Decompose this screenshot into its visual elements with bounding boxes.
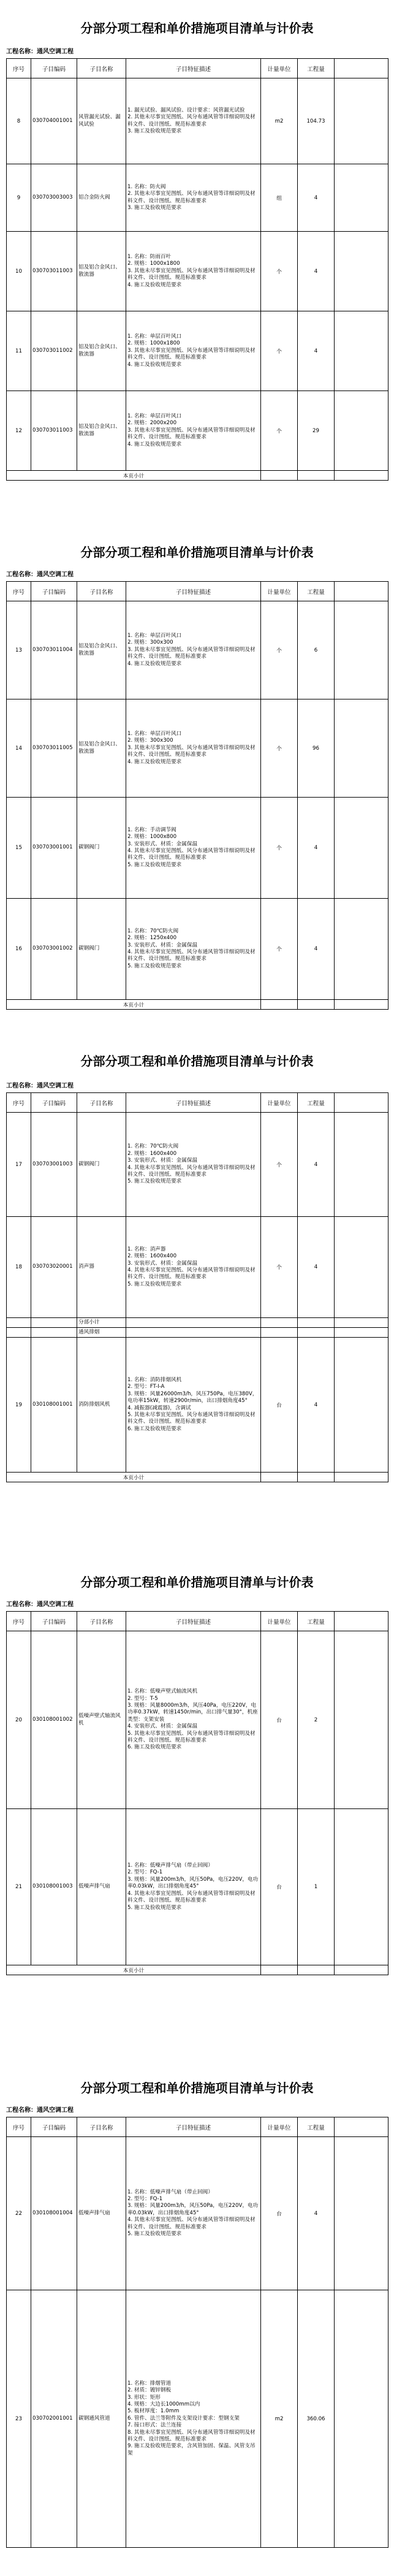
table-row	[7, 1338, 388, 1473]
row-qty: 4	[298, 1113, 335, 1217]
row-code: 030703011003	[31, 391, 77, 471]
row-desc: 1. 名称：排烟管道 2. 材质：镀锌钢板 3. 形状：矩形 4. 规格：大边长1000mm以内 5. 板材厚度：1.0mm 6. 管件、法兰等附件及支架设计要求：型钢支架 7. 接口形式：法兰连接 8. 其他未尽事宜见图纸、风分布通风管等详细说明及材料文件、设计图纸、规范标准要求 9. 施工及验收规范要求，含风管加固、保温、风管支吊架	[126, 2290, 261, 2548]
project-name: 工程名称：通风空调工程	[6, 48, 74, 55]
row-code: 030703011002	[31, 311, 77, 391]
row-blank	[335, 899, 388, 1000]
row-qty: 4	[298, 2137, 335, 2290]
section-header-row	[7, 1328, 388, 1338]
row-unit: 台	[261, 1809, 298, 1965]
row-seq: 19	[7, 1338, 31, 1473]
row-qty: 2	[298, 1631, 335, 1809]
row-desc: 1. 名称：低噪声壁式轴流风机 2. 型号：T-5 3. 规格：风量8000m3/h，风压40Pa，电压220V，电功率0.37kW，转速1450r/min，出口排气量30°，机座类型：支架安装 4. 安装形式、材质：金属保温 5. 其他未尽事宜见图纸、风分布通风管等详细说明及材料文件、设计图纸、规范标准要求 6. 施工及验收规范要求	[126, 1631, 261, 1809]
row-desc: 1. 名称：70℃防火阀 2. 规格：1250x400 3. 安装形式、材质：金属保温 4. 其他未尽事宜见图纸、风分布通风管等详细说明及材料文件、设计图纸、规范标准要求 5. 施工及验收规范要求	[126, 899, 261, 1000]
row-qty: 6	[298, 601, 335, 699]
row-seq: 15	[7, 798, 31, 899]
row-unit: 个	[261, 391, 298, 471]
row-blank	[335, 1113, 388, 1217]
row-name: 铝及铝合金风口、散流器	[77, 311, 126, 391]
row-seq: 11	[7, 311, 31, 391]
table-row	[7, 2137, 388, 2290]
page-title: 分部分项工程和单价措施项目清单与计价表	[80, 2081, 314, 2095]
row-unit: 个	[261, 311, 298, 391]
row-code: 030108001002	[31, 1631, 77, 1809]
section-subtotal-label: 分部小计	[77, 1318, 126, 1328]
col-unit-header: 计量单位	[261, 1612, 298, 1631]
row-desc: 1. 名称：低噪声排气扇（带止回阀） 2. 型号：FQ-1 3. 规格：风量200m3/h，风压50Pa，电压220V，电功率0.03kW，出口排烟角度45° 4. 其他未尽事宜见图纸、风分布通风管等详细说明及材料文件、设计图纸、规范标准要求 5. 施工及验收规范要求	[126, 2137, 261, 2290]
row-name: 消防排烟风机	[77, 1338, 126, 1473]
row-desc: 1. 名称：防雨百叶 2. 规格：1000x1800 3. 其他未尽事宜见图纸、风分布通风管等详细说明及材料文件、设计图纸、规范标准要求 4. 施工及验收规范要求	[126, 232, 261, 311]
col-seq-header: 序号	[7, 1093, 31, 1113]
col-qty-header: 工程量	[298, 59, 335, 78]
page-subtotal-row	[7, 1473, 388, 1482]
row-seq: 8	[7, 78, 31, 164]
table-row	[7, 164, 388, 232]
row-seq: 17	[7, 1113, 31, 1217]
row-code: 030703011005	[31, 699, 77, 798]
col-qty-header: 工程量	[298, 582, 335, 601]
row-blank	[335, 311, 388, 391]
col-unit-header: 计量单位	[261, 59, 298, 78]
table-row	[7, 311, 388, 391]
row-blank	[335, 391, 388, 471]
row-blank	[335, 1631, 388, 1809]
row-unit: m2	[261, 2290, 298, 2548]
row-blank	[335, 164, 388, 232]
row-name: 低噪声壁式轴流风机	[77, 1631, 126, 1809]
row-seq: 21	[7, 1809, 31, 1965]
sheet-3	[0, 1036, 394, 1551]
col-name-header: 子目名称	[77, 1093, 126, 1113]
row-unit: 台	[261, 1338, 298, 1473]
row-blank	[335, 798, 388, 899]
row-desc: 1. 名称：单层百叶风口 2. 规格：2000x200 3. 其他未尽事宜见图纸、风分布通风管等详细说明及材料文件、设计图纸、规范标准要求 4. 施工及验收规范要求	[126, 391, 261, 471]
row-name: 铝及铝合金风口、散流器	[77, 232, 126, 311]
row-qty: 4	[298, 1217, 335, 1318]
page-title: 分部分项工程和单价措施项目清单与计价表	[80, 1054, 314, 1069]
row-qty: 4	[298, 1338, 335, 1473]
boq-table	[6, 1611, 388, 1975]
row-code: 030108001004	[31, 2137, 77, 2290]
table-row	[7, 232, 388, 311]
section-title: 通风排烟	[77, 1328, 126, 1338]
row-blank	[335, 232, 388, 311]
page-subtotal-row	[7, 1000, 388, 1010]
col-seq-header: 序号	[7, 582, 31, 601]
row-seq: 13	[7, 601, 31, 699]
table-row	[7, 78, 388, 164]
row-qty: 360.06	[298, 2290, 335, 2548]
header-row	[7, 582, 388, 601]
row-name: 低噪声排气扇	[77, 2137, 126, 2290]
row-name: 铝及铝合金风口、散流器	[77, 601, 126, 699]
col-blank-header	[335, 59, 388, 78]
col-blank-header	[335, 1093, 388, 1113]
sheet-1	[0, 0, 394, 527]
row-qty: 4	[298, 164, 335, 232]
row-code: 030703011004	[31, 601, 77, 699]
table-row	[7, 699, 388, 798]
section-subtotal-row	[7, 1318, 388, 1328]
row-blank	[335, 2137, 388, 2290]
row-code: 030108001003	[31, 1809, 77, 1965]
row-unit: 组	[261, 164, 298, 232]
row-desc: 1. 名称：单层百叶风口 2. 规格：300x300 3. 其他未尽事宜见图纸、风分布通风管等详细说明及材料文件、设计图纸、规范标准要求 4. 施工及验收规范要求	[126, 601, 261, 699]
row-blank	[335, 78, 388, 164]
col-code-header: 子目编码	[31, 59, 77, 78]
row-qty: 4	[298, 311, 335, 391]
header-row	[7, 2117, 388, 2137]
row-desc: 1. 名称：单层百叶风口 2. 规格：300x300 3. 其他未尽事宜见图纸、风分布通风管等详细说明及材料文件、设计图纸、规范标准要求 4. 施工及验收规范要求	[126, 699, 261, 798]
col-name-header: 子目名称	[77, 1612, 126, 1631]
row-unit: 台	[261, 1631, 298, 1809]
row-seq: 12	[7, 391, 31, 471]
col-code-header: 子目编码	[31, 1093, 77, 1113]
table-row	[7, 601, 388, 699]
row-blank	[335, 1217, 388, 1318]
row-unit: 个	[261, 1217, 298, 1318]
row-code: 030704001001	[31, 78, 77, 164]
page-title: 分部分项工程和单价措施项目清单与计价表	[80, 21, 314, 36]
row-desc: 1. 名称：低噪声排气扇（带止回阀） 2. 型号：FQ-1 3. 规格：风量200m3/h，风压50Pa，电压220V，电功率0.03kW，出口排烟角度45° 4. 其他未尽事宜见图纸、风分布通风管等详细说明及材料文件、设计图纸、规范标准要求 5. 施工及验收规范要求	[126, 1809, 261, 1965]
row-code: 030702001001	[31, 2290, 77, 2548]
col-blank-header	[335, 582, 388, 601]
row-desc: 1. 名称：防火阀 2. 其他未尽事宜见图纸、风分布通风管等详细说明及材料文件、设计图纸、规范标准要求 3. 施工及验收规范要求	[126, 164, 261, 232]
row-blank	[335, 1338, 388, 1473]
row-qty: 96	[298, 699, 335, 798]
table-row	[7, 1113, 388, 1217]
sheet-5	[0, 2060, 394, 2576]
row-code: 030703020001	[31, 1217, 77, 1318]
table-row	[7, 899, 388, 1000]
table-row	[7, 798, 388, 899]
col-qty-header: 工程量	[298, 2117, 335, 2137]
col-unit-header: 计量单位	[261, 2117, 298, 2137]
col-desc-header: 子目特征描述	[126, 59, 261, 78]
col-code-header: 子目编码	[31, 2117, 77, 2137]
col-name-header: 子目名称	[77, 59, 126, 78]
project-name: 工程名称：通风空调工程	[6, 1601, 74, 1608]
row-name: 碳钢阀门	[77, 798, 126, 899]
row-unit: 个	[261, 699, 298, 798]
row-unit: 个	[261, 899, 298, 1000]
boq-table	[6, 1092, 388, 1482]
col-code-header: 子目编码	[31, 1612, 77, 1631]
row-unit: 台	[261, 2137, 298, 2290]
row-qty: 4	[298, 899, 335, 1000]
row-unit: 个	[261, 798, 298, 899]
project-name: 工程名称：通风空调工程	[6, 1083, 74, 1089]
table-row	[7, 1217, 388, 1318]
col-desc-header: 子目特征描述	[126, 582, 261, 601]
row-unit: 个	[261, 232, 298, 311]
col-qty-header: 工程量	[298, 1093, 335, 1113]
col-name-header: 子目名称	[77, 2117, 126, 2137]
row-desc: 1. 名称：消声器 2. 规格：1600x400 3. 安装形式、材质：金属保温 4. 其他未尽事宜见图纸、风分布通风管等详细说明及材料文件、设计图纸、规范标准要求 5. 施工及验收规范要求	[126, 1217, 261, 1318]
row-desc: 1. 漏光试验、漏风试验、设计要求：风管漏光试验 2. 其他未尽事宜见图纸、风分布通风管等详细说明及材料文件、设计图纸、规范标准要求 3. 施工及验收规范要求	[126, 78, 261, 164]
row-code: 030703011003	[31, 232, 77, 311]
row-qty: 4	[298, 232, 335, 311]
table-row	[7, 391, 388, 471]
row-code: 030703001003	[31, 1113, 77, 1217]
col-unit-header: 计量单位	[261, 582, 298, 601]
row-blank	[335, 1809, 388, 1965]
col-desc-header: 子目特征描述	[126, 1093, 261, 1113]
table-row	[7, 1631, 388, 1809]
row-desc: 1. 名称：单层百叶风口 2. 规格：1000x1800 3. 其他未尽事宜见图纸、风分布通风管等详细说明及材料文件、设计图纸、规范标准要求 4. 施工及验收规范要求	[126, 311, 261, 391]
row-seq: 14	[7, 699, 31, 798]
col-name-header: 子目名称	[77, 582, 126, 601]
col-qty-header: 工程量	[298, 1612, 335, 1631]
row-name: 铝及铝合金风口、散流器	[77, 391, 126, 471]
col-seq-header: 序号	[7, 2117, 31, 2137]
header-row	[7, 1612, 388, 1631]
row-unit: 个	[261, 601, 298, 699]
sheet-4	[0, 1551, 394, 2060]
page-title: 分部分项工程和单价措施项目清单与计价表	[80, 1575, 314, 1590]
row-unit: 个	[261, 1113, 298, 1217]
project-name: 工程名称：通风空调工程	[6, 2107, 74, 2114]
row-seq: 18	[7, 1217, 31, 1318]
row-name: 碳钢通风管道	[77, 2290, 126, 2548]
table-row	[7, 1809, 388, 1965]
page-subtotal-row	[7, 471, 388, 481]
row-code: 030703001001	[31, 798, 77, 899]
row-blank	[335, 2290, 388, 2548]
row-seq: 20	[7, 1631, 31, 1809]
row-name: 碳钢阀门	[77, 899, 126, 1000]
row-name: 铝合金防火阀	[77, 164, 126, 232]
row-name: 低噪声排气扇	[77, 1809, 126, 1965]
row-name: 风管漏光试验、漏风试验	[77, 78, 126, 164]
boq-table	[6, 2117, 388, 2548]
row-qty: 4	[298, 798, 335, 899]
row-desc: 1. 名称：70℃防火阀 2. 规格：1600x400 3. 安装形式、材质：金属保温 4. 其他未尽事宜见图纸、风分布通风管等详细说明及材料文件、设计图纸、规范标准要求 5. 施工及验收规范要求	[126, 1113, 261, 1217]
row-desc: 1. 名称：消防排烟风机 2. 型号：FT-Ⅰ-A 3. 规格：风量26000m3/h，风压750Pa，电压380V，电功率15kW，转速2900r/min，出口排烟角度45° 4. 减振器(减震器)，含调试 5. 其他未尽事宜见图纸、风分布通风管等详细说明及材料文件、设计图纸、规范标准要求 6. 施工及验收规范要求	[126, 1338, 261, 1473]
project-name: 工程名称：通风空调工程	[6, 571, 74, 578]
header-row	[7, 1093, 388, 1113]
row-code: 030703001002	[31, 899, 77, 1000]
page-subtotal-label: 本页小计	[7, 1473, 261, 1482]
page-subtotal-label: 本页小计	[7, 1000, 261, 1010]
row-name: 碳钢阀门	[77, 1113, 126, 1217]
page-title: 分部分项工程和单价措施项目清单与计价表	[80, 545, 314, 560]
row-seq: 23	[7, 2290, 31, 2548]
col-desc-header: 子目特征描述	[126, 1612, 261, 1631]
boq-table	[6, 58, 388, 481]
col-seq-header: 序号	[7, 1612, 31, 1631]
row-code: 030108001001	[31, 1338, 77, 1473]
row-seq: 16	[7, 899, 31, 1000]
table-row	[7, 2290, 388, 2548]
row-seq: 9	[7, 164, 31, 232]
col-blank-header	[335, 1612, 388, 1631]
row-name: 消声器	[77, 1217, 126, 1318]
row-qty: 104.73	[298, 78, 335, 164]
row-code: 030703003003	[31, 164, 77, 232]
boq-table	[6, 581, 388, 1010]
row-seq: 10	[7, 232, 31, 311]
row-blank	[335, 699, 388, 798]
row-blank	[335, 601, 388, 699]
row-name: 铝及铝合金风口、散流器	[77, 699, 126, 798]
header-row	[7, 59, 388, 78]
row-seq: 22	[7, 2137, 31, 2290]
row-desc: 1. 名称：手动调节阀 2. 规格：1000x800 3. 安装形式、材质：金属保温 4. 其他未尽事宜见图纸、风分布通风管等详细说明及材料文件、设计图纸、规范标准要求 5. 施工及验收规范要求	[126, 798, 261, 899]
page-subtotal-label: 本页小计	[7, 471, 261, 481]
col-blank-header	[335, 2117, 388, 2137]
row-qty: 1	[298, 1809, 335, 1965]
col-seq-header: 序号	[7, 59, 31, 78]
col-unit-header: 计量单位	[261, 1093, 298, 1113]
page-subtotal-row	[7, 1965, 388, 1975]
sheet-2	[0, 527, 394, 1036]
col-desc-header: 子目特征描述	[126, 2117, 261, 2137]
row-qty: 29	[298, 391, 335, 471]
page-subtotal-label: 本页小计	[7, 1965, 261, 1975]
col-code-header: 子目编码	[31, 582, 77, 601]
row-unit: m2	[261, 78, 298, 164]
